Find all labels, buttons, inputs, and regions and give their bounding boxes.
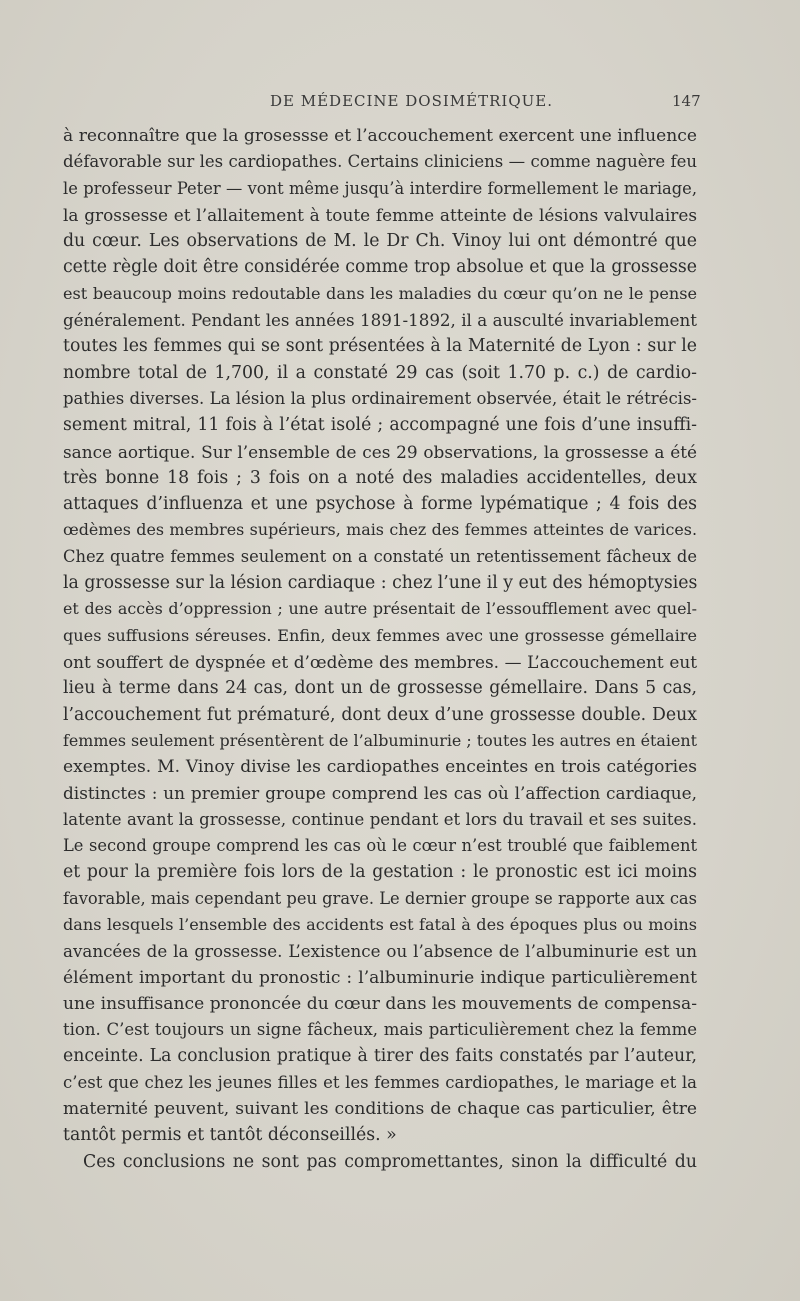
text-line: cette règle doit être considérée comme trop absolue et que la grossesse — [63, 257, 697, 278]
text-line: distinctes : un premier groupe comprend les cas où l’affection cardiaque, — [63, 783, 697, 804]
text-line: attaques d’influenza et une psychose à forme lypématique ; 4 fois des — [63, 494, 697, 515]
text-line: c’est que chez les jeunes filles et les femmes cardiopathes, le mariage et la — [63, 1072, 697, 1092]
text-line: tantôt permis et tantôt déconseillés. » — [63, 1125, 397, 1146]
text-line: très bonne 18 fois ; 3 fois on a noté des maladies accidentelles, deux — [63, 467, 697, 488]
text-line: Chez quatre femmes seulement on a constaté un retentissement fâcheux de — [63, 546, 697, 566]
text-line: et des accès d’oppression ; une autre présentait de l’essoufflement avec quel- — [63, 599, 697, 619]
text-line: lieu à terme dans 24 cas, dont un de grossesse gémellaire. Dans 5 cas, — [63, 678, 697, 699]
text-line: est beaucoup moins redoutable dans les maladies du cœur qu’on ne le pense — [63, 283, 697, 303]
text-line: exemptes. M. Vinoy divise les cardiopathes enceintes en trois catégories — [63, 757, 697, 778]
text-line: sement mitral, 11 fois à l’état isolé ; accompagné une fois d’une insuffi- — [63, 415, 697, 436]
text-line: œdèmes des membres supérieurs, mais chez des femmes atteintes de varices. — [63, 520, 697, 540]
text-line: maternité peuvent, suivant les conditions de chaque cas particulier, être — [63, 1098, 697, 1119]
body-text — [63, 123, 697, 1175]
text-line: le professeur Peter — vont même jusqu’à interdire formellement le mariage, — [63, 178, 697, 198]
text-line: pathies diverses. La lésion la plus ordinairement observée, était le rétrécis- — [63, 388, 697, 408]
text-line: enceinte. La conclusion pratique à tirer des faits constatés par l’auteur, — [63, 1046, 697, 1067]
text-line: nombre total de 1,700, il a constaté 29 cas (soit 1.70 p. c.) de cardio- — [63, 362, 697, 383]
text-line: Le second groupe comprend les cas où le cœur n’est troublé que faiblement — [63, 836, 697, 856]
text-line: défavorable sur les cardiopathes. Certains cliniciens — comme naguère feu — [63, 152, 697, 172]
text-line: la grossesse sur la lésion cardiaque : chez l’une il y eut des hémoptysies — [63, 573, 697, 594]
text-line: la grossesse et l’allaitement à toute femme atteinte de lésions valvulaires — [63, 204, 697, 225]
text-line: sance aortique. Sur l’ensemble de ces 29 observations, la grossesse a été — [63, 441, 697, 462]
text-line: toutes les femmes qui se sont présentées à la Maternité de Lyon : sur le — [63, 336, 697, 357]
text-line: favorable, mais cependant peu grave. Le dernier groupe se rapporte aux cas — [63, 888, 697, 908]
text-line: ont souffert de dyspnée et d’œdème des membres. — L’accouchement eut — [63, 651, 697, 672]
text-line: tion. C’est toujours un signe fâcheux, mais particulièrement chez la femme — [63, 1020, 697, 1040]
text-line: à reconnaître que la grosessse et l’accouchement exercent une influence — [63, 126, 697, 146]
running-header — [0, 92, 800, 118]
text-line: latente avant la grossesse, continue pendant et lors du travail et ses suites. — [63, 809, 697, 829]
text-line: ques suffusions séreuses. Enfin, deux femmes avec une grossesse gémellaire — [63, 625, 697, 645]
running-title: DE MÉDECINE DOSIMÉTRIQUE. — [270, 92, 553, 110]
text-line: généralement. Pendant les années 1891-1892, il a ausculté invariablement — [63, 310, 697, 331]
text-line: élément important du pronostic : l’albuminurie indique particulièrement — [63, 967, 697, 988]
text-line: avancées de la grossesse. L’existence ou l’absence de l’albuminurie est un — [63, 941, 697, 962]
text-line: l’accouchement fut prématuré, dont deux d’une grossesse double. Deux — [63, 704, 697, 725]
text-line: et pour la première fois lors de la gestation : le pronostic est ici moins — [63, 862, 697, 883]
page-number: 147 — [672, 92, 701, 110]
text-line: une insuffisance prononcée du cœur dans les mouvements de compensa- — [63, 993, 697, 1014]
text-line: Ces conclusions ne sont pas compromettantes, sinon la difficulté du — [83, 1151, 697, 1172]
text-line: dans lesquels l’ensemble des accidents est fatal à des époques plus ou moins — [63, 914, 697, 934]
text-line: du cœur. Les observations de M. le Dr Ch. Vinoy lui ont démontré que — [63, 231, 697, 252]
text-line: femmes seulement présentèrent de l’albuminurie ; toutes les autres en étaient — [63, 730, 697, 750]
